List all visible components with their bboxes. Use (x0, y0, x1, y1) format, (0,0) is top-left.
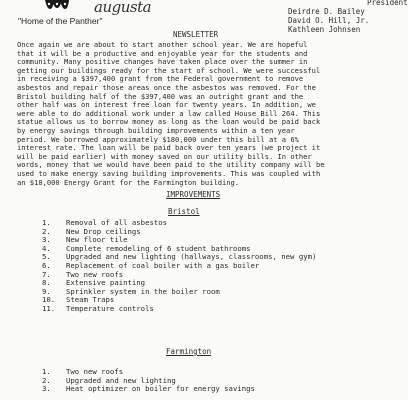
body-line: in receiving a $397,400 grant from the Federal government to remove (17, 74, 304, 84)
body-line: interest rate. The loan will be paid back over ten years (we project it (17, 143, 321, 153)
body-line: asbestos and repair those areas once the asbestos was removed. For the (17, 82, 316, 92)
panther-logo-icon (44, 0, 70, 10)
school-motto: "Home of the Panther" (18, 16, 103, 26)
list-item: 9. Sprinkler system in the boiler room (42, 286, 220, 296)
farmington-improvements-list (42, 368, 255, 394)
body-line: words, money that we would have been paid to the utility company will be (17, 160, 325, 170)
officer-name: David O. Hill, Jr. (288, 16, 370, 25)
list-item: 4. Complete remodeling of 6 student bathrooms (42, 243, 251, 253)
list-item: 2. Upgraded and new lighting (42, 375, 176, 385)
body-line: getting our buildings ready for the start of school. We were successful (17, 65, 321, 75)
body-line: by energy savings through building improvements within a ten year (17, 125, 295, 135)
handwritten-signature: augusta (94, 0, 152, 16)
body-line: were able to do additional work under a law called House Bill 264. This (17, 108, 321, 118)
body-line: used to make energy saving building improvements. This was coupled with (17, 168, 321, 178)
list-item: 8. Extensive painting (42, 278, 146, 288)
list-item: 1. Two new roofs (42, 367, 124, 376)
farmington-heading: Farmington (166, 347, 212, 356)
body-line: community. Many positive changes have taken place over the summer in (17, 57, 308, 67)
body-line: Bristol building half of the $397,400 was an outright grant and the (17, 91, 304, 101)
list-item: 1. Removal of all asbestos (42, 218, 168, 227)
list-item: 11. Temperature controls (42, 303, 154, 313)
body-line: that it will be a productive and enjoyable year for the students and (17, 48, 308, 58)
body-line: will be paid earlier) with money saved on our utility bills. In other (17, 151, 312, 161)
officer-title: President (367, 0, 408, 7)
body-line: other half was on interest free loan for twenty years. In addition, we (17, 100, 316, 110)
bristol-improvements-list (42, 219, 316, 314)
list-item: 3. Heat optimizer on boiler for energy savings (42, 384, 255, 394)
bristol-heading: Bristol (168, 207, 200, 216)
list-item: 10. Steam Traps (42, 295, 115, 305)
list-item: 2. New Drop ceilings (42, 226, 141, 236)
officer-name: Kathleen Johnsen (288, 25, 361, 34)
body-line: period. We borrowed approximately $180,000 under this bill at a 6% (17, 134, 299, 144)
improvements-heading: IMPROVEMENTS (166, 190, 221, 199)
list-item: 6. Replacement of coal boiler with a gas boiler (42, 260, 260, 270)
body-line: statue allows us to borrow money as long as the loan would be paid back (17, 117, 321, 127)
list-item: 7. Two new roofs (42, 269, 124, 279)
list-item: 3. New floor tile (42, 235, 128, 245)
newsletter-title: NEWSLETTER (173, 30, 219, 39)
officer-name: Deirdre D. Bailey (288, 7, 365, 16)
body-line: an $18,000 Energy Grant for the Farmington building. (17, 177, 240, 187)
officer-list (288, 7, 369, 34)
body-line: Once again we are about to start another school year. We are hopeful (17, 40, 308, 49)
list-item: 5. Upgraded and new lighting (hallways, classrooms, new gym) (42, 252, 317, 262)
newsletter-body (17, 41, 397, 187)
